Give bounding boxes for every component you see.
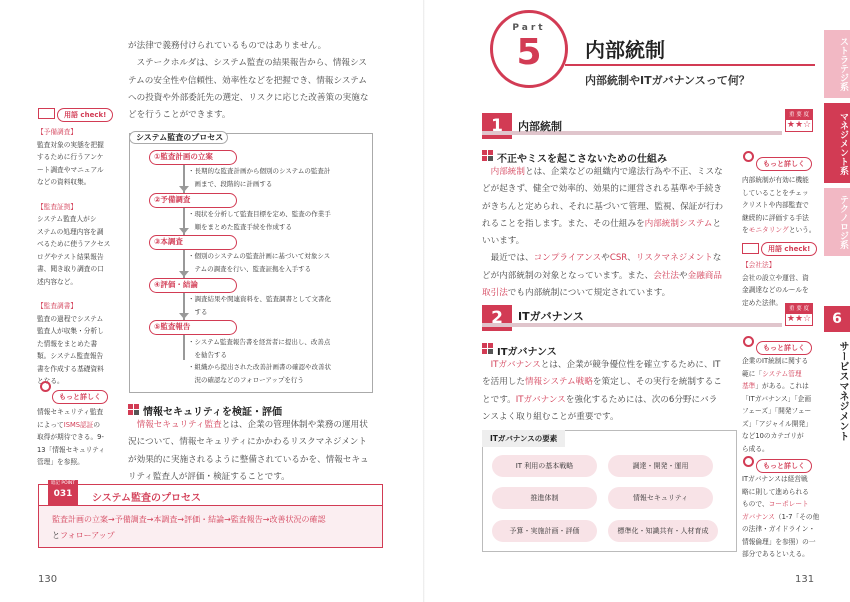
chapter-tab-title: サービスマネジメント [837, 341, 848, 441]
point-tag: 暗記 POINT 031 [48, 480, 78, 506]
importance-label: 重 要 度 [785, 303, 813, 313]
book-icon [38, 108, 55, 119]
chapter-tab-number: 6 [824, 306, 850, 332]
section-title: ITガバナンス [518, 310, 584, 323]
flow-step-desc: ・長期的な監査計画から個別のシステムの監査計 画まで、段階的に計画する [188, 167, 331, 188]
flow-step-plan: ①監査計画の立案 [149, 150, 237, 165]
flow-step-desc: ・個別のシステムの監査計画に基づいて対象シス テムの調査を行い、監査証拠を入手する [188, 252, 331, 273]
magnifier-icon [743, 151, 754, 162]
governance-item: IT 利用の基本戦略 [492, 455, 597, 477]
governance-item: 情報セキュリティ [608, 487, 713, 509]
tab-strategy[interactable]: ストラテジ系 [824, 30, 850, 98]
more-detail-badge: もっと詳しく [756, 341, 812, 355]
s1-heading: 不正やミスを起こさないための仕組み [497, 154, 667, 165]
more-detail-text: 企業のIT統制に関する 範に「システム管理 基準」がある。これは 「ITガバナンス」「企画 フェーズ」「開発フェー ズ」「アジャイル開発」 など10のカテゴリが ら成る。 [742, 357, 812, 453]
flow-step-preliminary: ②予備調査 [149, 193, 237, 208]
chapter-subtitle: 内部統制やITガバナンスって何？ [585, 74, 750, 87]
s1-text: 内部統制とは、企業などの組織内で違法行為や不正、ミスな どが起きず、健全で効率的、効果的に運営される基準や手続き がきちんと定められ、それに基づいて管理、監視、保証が行わ れることを指します。また、その仕組みを内部統制システムと いいます。 最近では、コンプライアンスやCSR、リスクマネジメントな どが内部統制の対象となっています。また、会社法や金融商品 取引法でも内部統制について規定されています。 [482, 167, 724, 299]
page-number: 130 [38, 574, 58, 585]
book-icon [742, 243, 759, 254]
part-badge: Part 5 [490, 10, 568, 88]
governance-item: 標準化・知識共有・人材育成 [608, 520, 718, 542]
flow-step-report: ⑤監査報告 [149, 320, 237, 335]
importance-label: 重 要 度 [785, 109, 813, 119]
point-title: システム監査のプロセス [92, 493, 201, 504]
term-list: 【予備調査】 監査対象の実態を把握 するために行うアンケ ート調査やマニュアル などの資料収集。 【監査証拠】 システム監査人がシ ステムの処理内容を調 べるために使うアクセス ログやテスト結果報告 書、聞き取り調査の口 述内容など。 【監査調書】 監査の過程でシステム 監査人が収集・分析し た情報をまとめた書 類。システム監査報告 書を作成する基礎資料 となる。 [37, 128, 111, 385]
flow-step-evaluation: ④評価・結論 [149, 278, 237, 293]
more-detail-badge: もっと詳しく [52, 390, 108, 404]
point-header-bar [38, 484, 383, 506]
tab-management[interactable]: マネジメント系 [824, 103, 850, 183]
term-check-badge: 用語 check! [57, 108, 113, 122]
term-check-badge: 用語 check! [761, 242, 817, 256]
more-detail-text: 内部統制が有効に機能 していることをチェッ クリストや内部監査で 継続的に評価する手法 をモニタリングという。 [742, 176, 816, 234]
heading-square-icon [128, 404, 140, 416]
more-detail-text: ITガバナンスは経営戦 略に則して進められる もので、コーポレート ガバナンス（1-7「その他 の法律・ガイドライン・ 情報倫理」を参照）の一 部分であるといえる。 [742, 475, 820, 558]
intro-text: が法律で義務付けられているものではありません。 ステークホルダは、システム監査の結果報告から、情報シス テムの安全性や信頼性、効率性などを把握でき、情報システム への投資や外部委託先の選定、リスクに応じた改善策の実施な どを行うことができます。 [128, 41, 369, 121]
magnifier-icon [40, 381, 51, 392]
flow-step-main: ③本調査 [149, 235, 237, 250]
governance-item: 調達・開発・運用 [608, 455, 713, 477]
magnifier-icon [743, 456, 754, 467]
term-text: 【会社法】 会社の設立や運営、資 金調達などのルールを 定めた法律。 [742, 261, 809, 307]
point-body: 監査計画の立案→予備調査→本調査→評価・結論→監査報告→改善状況の確認 とフォローアップ [52, 515, 326, 540]
section-number: 1 [482, 113, 512, 139]
s2-text: ITガバナンスとは、企業が競争優位性を確立するために、IT を活用した情報システム戦略を策定し、その実行を統制するこ とです。ITガバナンスを強化するためには、次の6分野にバラ ンスよく取り組むことが重要です。 [482, 360, 722, 422]
section-title: 内部統制 [518, 120, 562, 133]
flow-step-desc: ・現状を分析して監査目標を定め、監査の作業手 順をまとめた監査手続を作成する [188, 210, 331, 231]
importance-stars: ★★☆ [786, 120, 812, 130]
chapter-title: 内部統制 [585, 38, 665, 62]
governance-item: 推進体制 [492, 487, 597, 509]
flow-step-desc: ・調査結果や関連資料を、監査調書として文書化 する [188, 295, 331, 316]
more-detail-badge: もっと詳しく [756, 459, 812, 473]
importance-stars: ★★☆ [786, 314, 812, 324]
chapter-underline [565, 64, 815, 66]
page-number: 131 [795, 574, 815, 585]
flow-title: システム監査のプロセス [129, 131, 228, 144]
governance-item: 予算・実施計画・評価 [492, 520, 597, 542]
heading-square-icon [482, 343, 494, 355]
section-number: 2 [482, 305, 512, 331]
infosec-text: 情報セキュリティ監査とは、企業の管理体制や業務の運用状 況について、情報セキュリティにかかわるリスクマネジメント が効果的に実施されるように整備されているかを、情報セキュ リティ監査人が評価・検証することです。 [128, 420, 369, 482]
more-detail-text: 情報セキュリティ監査 によってISMS認証の 取得が期待できる。9- 13「情報セキュリティ 管理」を参照。 [37, 408, 106, 466]
magnifier-icon [743, 336, 754, 347]
heading-square-icon [482, 150, 494, 162]
flow-step-desc: ・システム監査報告書を経営者に提出し、改善点 を勧告する ・組織から提出された改善計画書の確認や改善状 況の確認などのフォローアップを行う [188, 338, 331, 384]
infosec-heading: 情報セキュリティを検証・評価 [143, 407, 282, 418]
governance-title: ITガバナンスの要素 [482, 430, 565, 447]
more-detail-badge: もっと詳しく [756, 157, 812, 171]
s2-heading: ITガバナンス [497, 347, 557, 358]
tab-technology[interactable]: テクノロジ系 [824, 188, 850, 256]
